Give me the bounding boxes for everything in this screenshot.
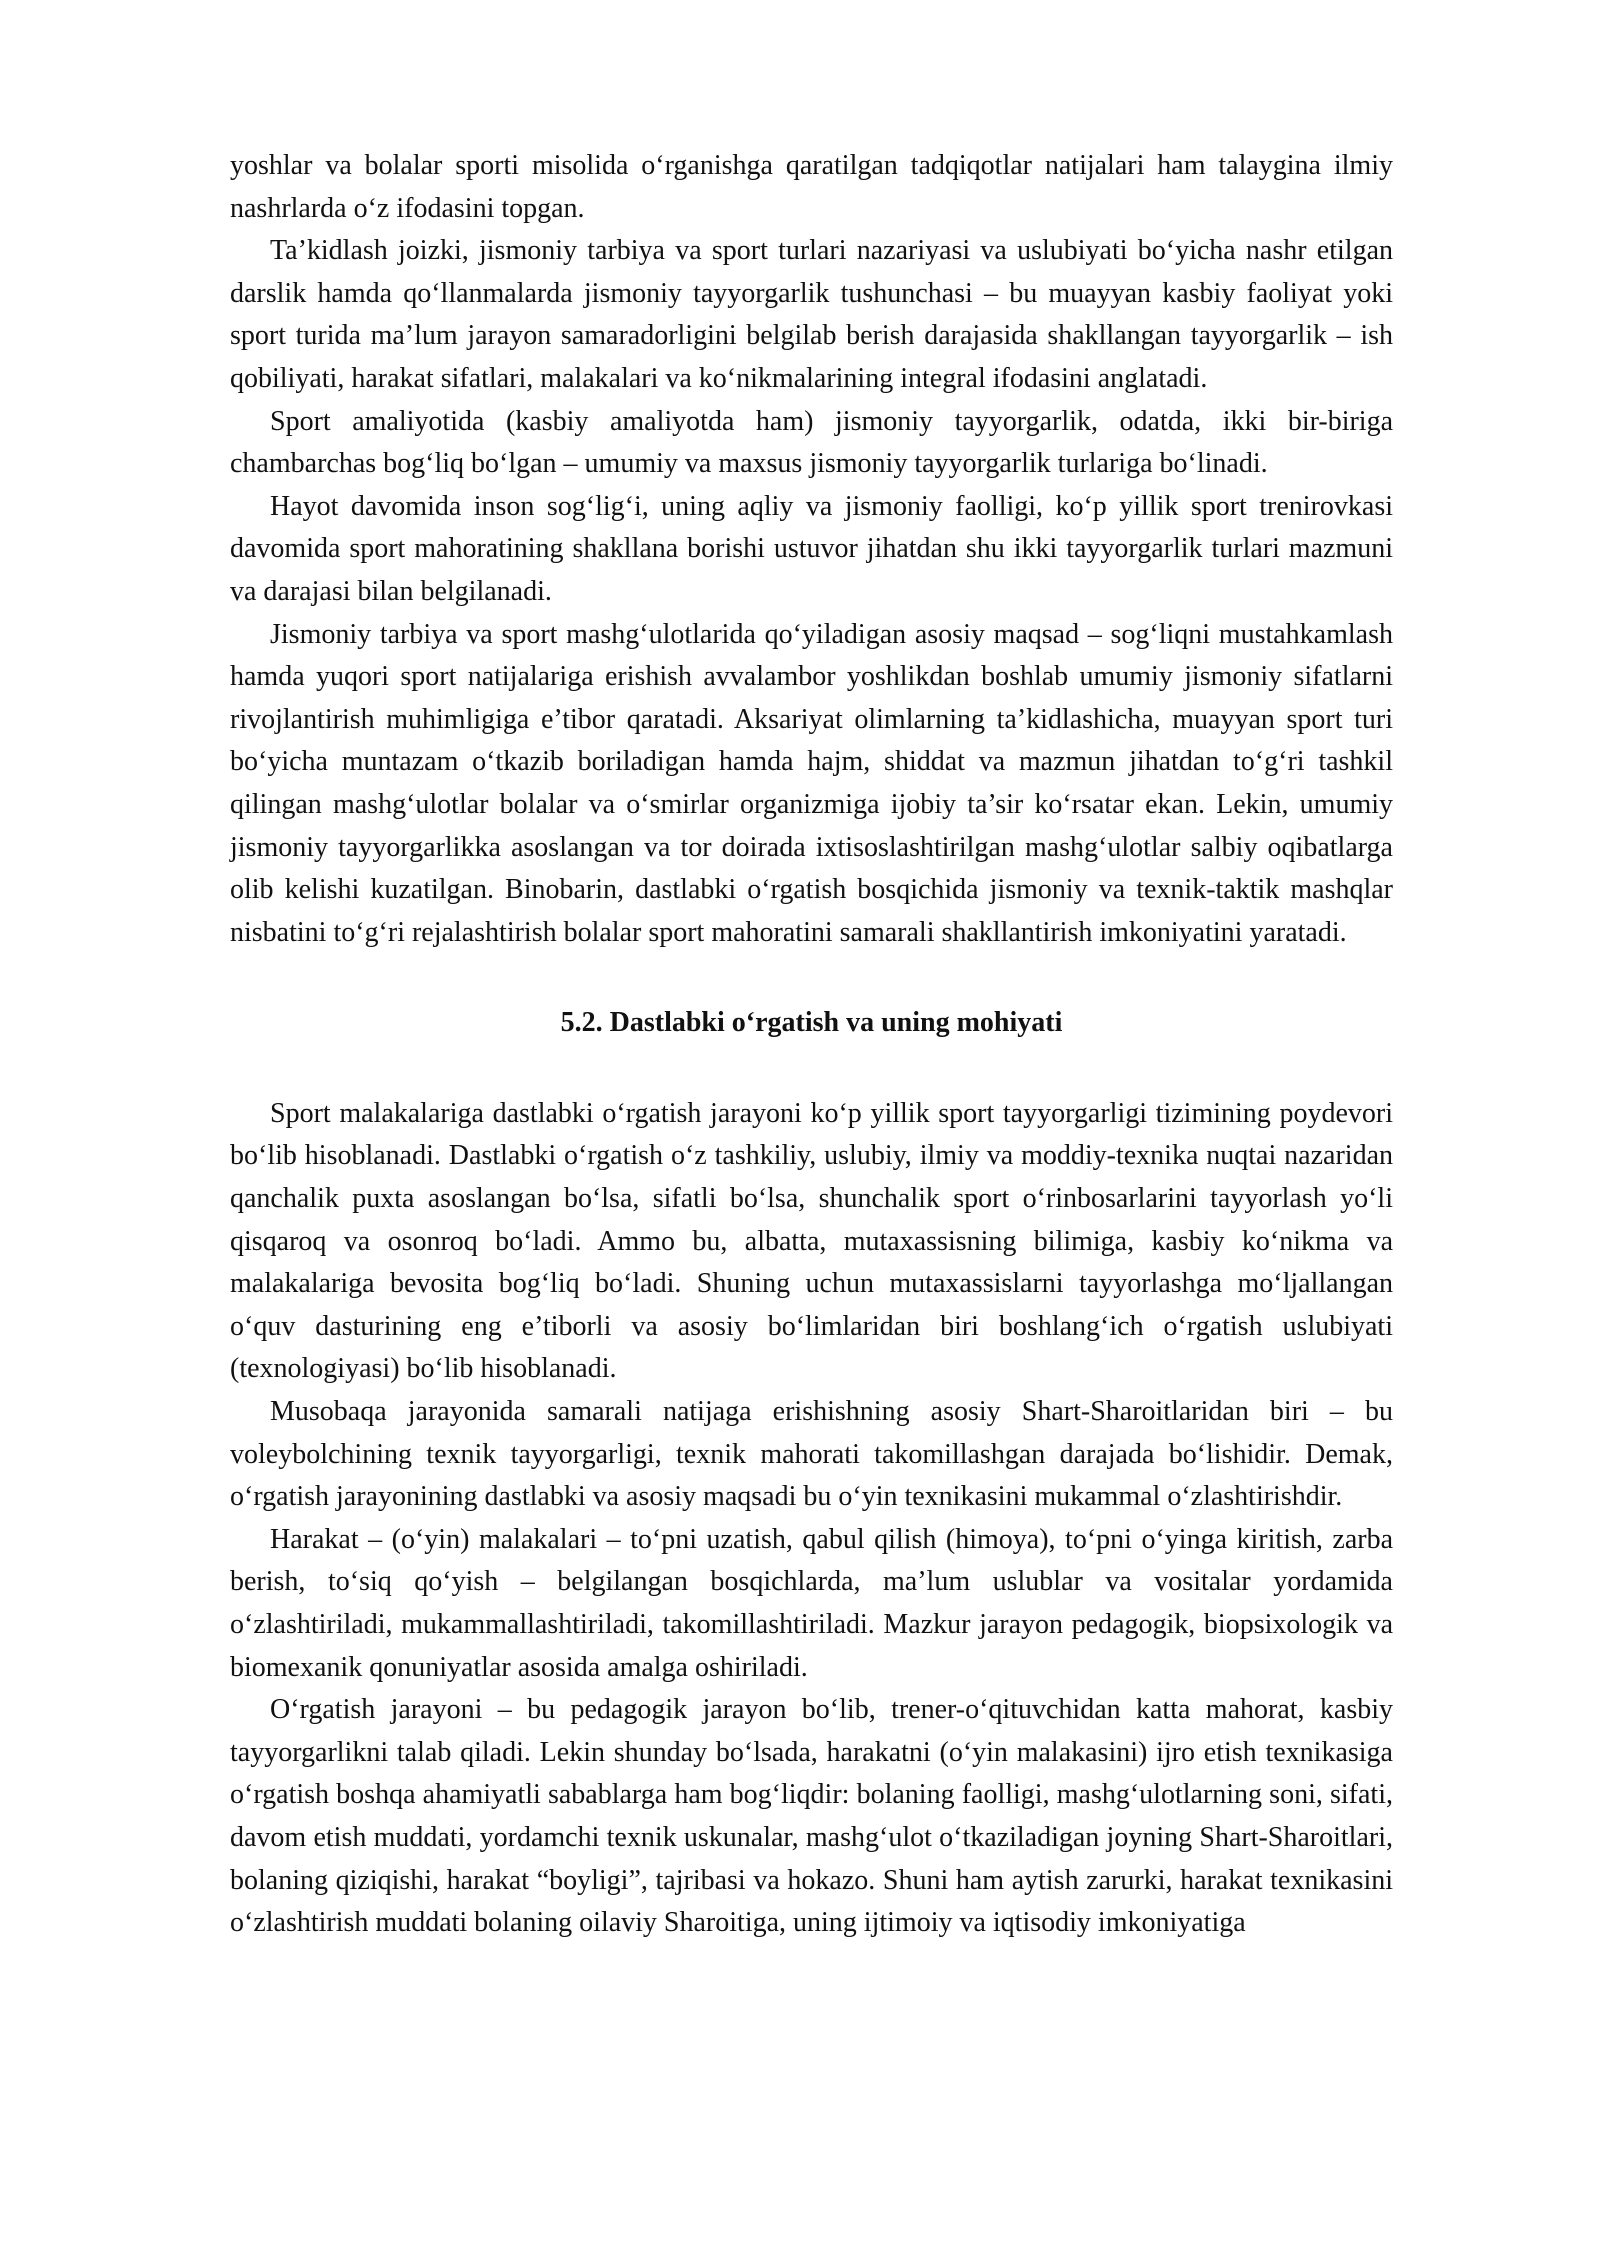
paragraph-initial-training-foundation: Sport malakalariga dastlabki o‘rgatish jarayoni ko‘p yillik sport tayyorgarligi tizimining poydevori bo‘lib hisoblanadi. Dastlabki o‘rgatish o‘z tashkiliy, uslubiy, ilmiy va moddiy-texnika nuqtai nazaridan qanchalik puxta asoslangan bo‘lsa, sifatli bo‘lsa, shunchalik sport o‘rinbosarlarini tayyorlash yo‘li qisqaroq va osonroq bo‘ladi. Ammo bu, albatta, mutaxassisning bilimiga, kasbiy ko‘nikma va malakalariga bevosita bog‘liq bo‘ladi. Shuning uchun mutaxassislarni tayyorlashga mo‘ljallangan o‘quv dasturining eng e’tiborli va asosiy bo‘limlaridan biri boshlang‘ich o‘rgatish uslubiyati (texnologiyasi) bo‘lib hisoblanadi.	[230, 1097, 1393, 1385]
paragraph-motor-skills: Harakat – (o‘yin) malakalari – to‘pni uzatish, qabul qilish (himoya), to‘pni o‘yinga kiritish, zarba berish, to‘siq qo‘yish – belgilangan bosqichlarda, ma’lum uslublar va vositalar yordamida o‘zlashtiriladi, mukammallashtiriladi, takomillashtiriladi. Mazkur jarayon pedagogik, biopsixologik va biomexanik qonuniyatlar asosida amalga oshiriladi.	[230, 1523, 1393, 1683]
section-heading: 5.2. Dastlabki o‘rgatish va uning mohiyati	[560, 1007, 1063, 1039]
paragraph-competition-technique: Musobaqa jarayonida samarali natijaga erishishning asosiy Shart-Sharoitlaridan biri – bu voleybolchining texnik tayyorgarligi, texnik mahorati takomillashgan darajada bo‘lishidir. Demak, o‘rgatish jarayonining dastlabki va asosiy maqsadi bu o‘yin texnikasini mukammal o‘zlashtirishdir.	[230, 1396, 1393, 1513]
paragraph-continuation: yoshlar va bolalar sporti misolida o‘rganishga qaratilgan tadqiqotlar natijalari ham talaygina ilmiy nashrlarda o‘z ifodasini topgan.	[230, 150, 1393, 224]
paragraph-training-goal: Jismoniy tarbiya va sport mashg‘ulotlarida qo‘yiladigan asosiy maqsad – sog‘liqni mustahkamlash hamda yuqori sport natijalariga erishish avvalambor yoshlikdan boshlab umumiy jismoniy sifatlarni rivojlantirish muhimligiga e’tibor qaratadi. Aksariyat olimlarning ta’kidlashicha, muayyan sport turi bo‘yicha muntazam o‘tkazib boriladigan hamda hajm, shiddat va mazmun jihatdan to‘g‘ri tashkil qilingan mashg‘ulotlar bolalar va o‘smirlar organizmiga ijobiy ta’sir ko‘rsatar ekan. Lekin, umumiy jismoniy tayyorgarlikka asoslangan va tor doirada ixtisoslashtirilgan mashg‘ulotlar salbiy oqibatlarga olib kelishi kuzatilgan. Binobarin, dastlabki o‘rgatish bosqichida jismoniy va texnik-taktik mashqlar nisbatini to‘g‘ri rejalashtirish bolalar sport mahoratini samarali shakllantirish imkoniyatini yaratadi.	[230, 618, 1393, 948]
document-page	[230, 145, 1393, 1945]
paragraph-health-and-mastery: Hayot davomida inson sog‘lig‘i, uning aqliy va jismoniy faolligi, ko‘p yillik sport trenirovkasi davomida sport mahoratining shakllana borishi ustuvor jihatdan shu ikki tayyorgarlik turlari mazmuni va darajasi bilan belgilanadi.	[230, 490, 1393, 607]
paragraph-preparation-types: Sport amaliyotida (kasbiy amaliyotda ham) jismoniy tayyorgarlik, odatda, ikki bir-biriga chambarchas bog‘liq bo‘lgan – umumiy va maxsus jismoniy tayyorgarlik turlariga bo‘linadi.	[230, 405, 1393, 480]
paragraph-training-process: O‘rgatish jarayoni – bu pedagogik jarayon bo‘lib, trener-o‘qituvchidan katta mahorat, kasbiy tayyorgarlikni talab qiladi. Lekin shunday bo‘lsada, harakatni (o‘yin malakasini) ijro etish texnikasiga o‘rgatish boshqa ahamiyatli sabablarga ham bog‘liqdir: bolaning faolligi, mashg‘ulotlarning soni, sifati, davom etish muddati, yordamchi texnik uskunalar, mashg‘ulot o‘tkaziladigan joyning Shart-Sharoitlari, bolaning qiziqishi, harakat “boyligi”, tajribasi va hokazo. Shuni ham aytish zarurki, harakat texnikasini o‘zlashtirish muddati bolaning oilaviy Sharoitiga, uning ijtimoiy va iqtisodiy imkoniyatiga	[230, 1694, 1393, 1939]
paragraph-physical-preparation-definition: Ta’kidlash joizki, jismoniy tarbiya va sport turlari nazariyasi va uslubiyati bo‘yicha nashr etilgan darslik hamda qo‘llanmalarda jismoniy tayyorgarlik tushunchasi – bu muayyan kasbiy faoliyat yoki sport turida ma’lum jarayon samaradorligini belgilab berish darajasida shakllangan tayyorgarlik – ish qobiliyati, harakat sifatlari, malakalari va ko‘nikmalarining integral ifodasini anglatadi.	[230, 235, 1393, 394]
